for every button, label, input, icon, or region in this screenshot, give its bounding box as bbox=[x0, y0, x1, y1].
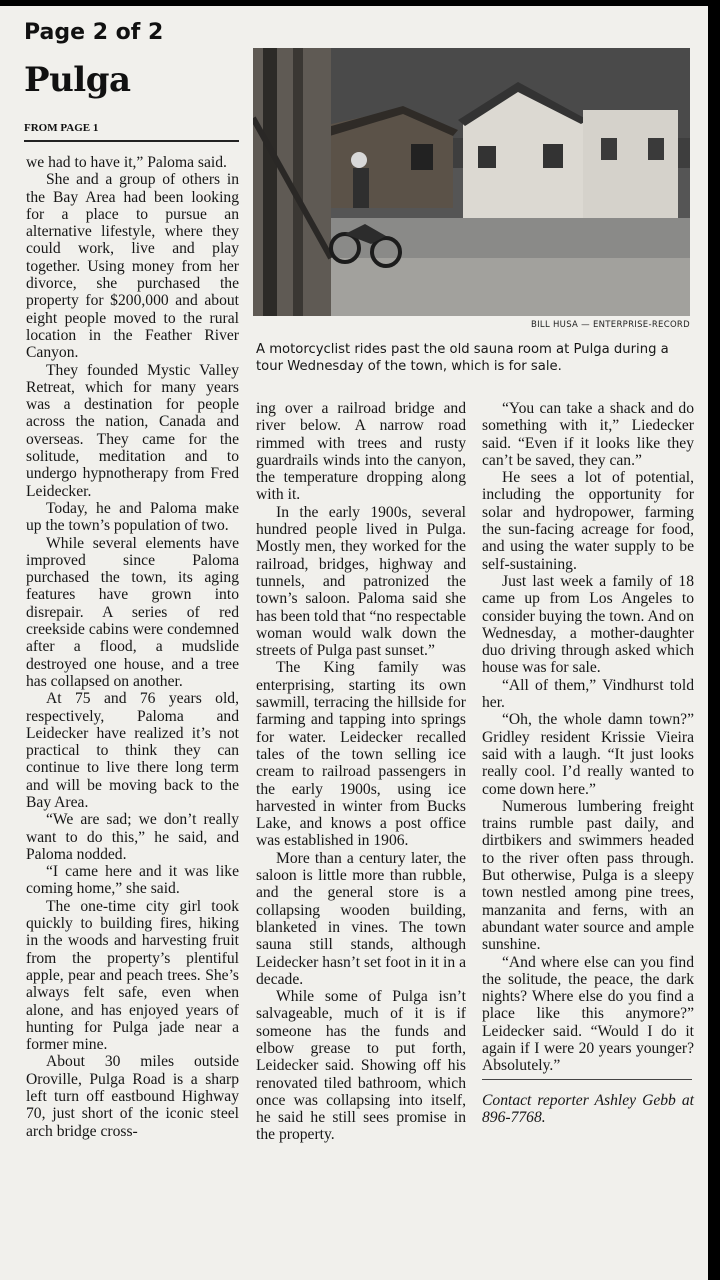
paragraph: “You can take a shack and do something with it,” Liedecker said. “Even if it looks like they can’t be saved, they can.” bbox=[482, 400, 694, 469]
paragraph: About 30 miles outside Oroville, Pulga Road is a sharp left turn off eastbound Highway 70, just short of the iconic steel arch bridge cross- bbox=[26, 1053, 239, 1140]
paragraph: While some of Pulga isn’t salvageable, much of it is if someone has the funds and elbow grease to put forth, Leidecker said. Showing off his renovated tiled bathroom, which once was collapsing into itself, he said he still sees promise in the property. bbox=[256, 988, 466, 1144]
paragraph: In the early 1900s, several hundred people lived in Pulga. Mostly men, they worked for the railroad, bridges, highway and tunnels, and patronized the town’s saloon. Paloma said she has been told that “no respectable woman would walk down the streets of Pulga past sunset.” bbox=[256, 503, 466, 660]
sauna-photo-illustration bbox=[253, 48, 690, 316]
article-column-2 bbox=[256, 400, 466, 1144]
paragraph: At 75 and 76 years old, respectively, Paloma and Leidecker have realized it’s not practical to think they can continue to live there long term and will be moving back to the Bay Area. bbox=[26, 690, 239, 811]
paragraph: While several elements have improved since Paloma purchased the town, its aging features have grown into disrepair. A series of red creekside cabins were condemned after a flood, a mudslide destroyed one house, and a tree has collapsed on another. bbox=[26, 534, 239, 690]
paragraph: The one-time city girl took quickly to building fires, hiking in the woods and harvesting fruit from the property’s plentiful apple, pear and peach trees. She’s always felt safe, even when alone, and has enjoyed years of hunting for Pulga jade near a former mine. bbox=[26, 897, 239, 1054]
divider bbox=[24, 140, 239, 142]
paragraph: Today, he and Paloma make up the town’s population of two. bbox=[26, 499, 239, 535]
paragraph: Just last week a family of 18 came up from Los Angeles to consider buying the town. And on Wednesday, a mother-daughter duo driving through asked which house was for sale. bbox=[482, 572, 694, 677]
paragraph: ing over a railroad bridge and river below. A narrow road rimmed with trees and rusty guardrails winds into the canyon, the temperature dropping along with it. bbox=[256, 400, 466, 504]
divider bbox=[482, 1079, 692, 1080]
paragraph: She and a group of others in the Bay Area had been looking for a place to pursue an alternative lifestyle, where they could work, live and play together. Using money from her divorce, she purchased the property for $200,000 and about eight people moved to the rural location in the Feather River Canyon. bbox=[26, 171, 239, 362]
paragraph: More than a century later, the saloon is little more than rubble, and the general store is a collapsing wooden building, blanketed in vines. The town sauna still stands, although Leidecker hasn’t set foot in it in a decade. bbox=[256, 849, 466, 988]
newspaper-page bbox=[0, 6, 708, 1280]
from-page-label: FROM PAGE 1 bbox=[24, 122, 99, 134]
paragraph: “And where else can you find the solitude, the peace, the dark nights? Where else do you find a place like this anymore?” Leidecker said. “Would I do it again if I were 20 years younger? Absolutely.” bbox=[482, 953, 694, 1075]
paragraph: They founded Mystic Valley Retreat, which for many years was a destination for people across the nation, Canada and overseas. They came for the solitude, meditation and to undergo hypnotherapy from Fred Leidecker. bbox=[26, 361, 239, 500]
headline: Pulga bbox=[24, 60, 131, 100]
paragraph: He sees a lot of potential, including the opportunity for solar and hydropower, farming the sun-facing acreage for food, and using the water supply to be self-sustaining. bbox=[482, 469, 694, 573]
page-label: Page 2 of 2 bbox=[24, 20, 164, 45]
photo-caption: A motorcyclist rides past the old sauna room at Pulga during a tour Wednesday of the town, which is for sale. bbox=[256, 342, 669, 374]
paragraph: “Oh, the whole damn town?” Gridley resident Krissie Vieira said with a laugh. “It just looks really cool. I’d really wanted to come down here.” bbox=[482, 711, 694, 798]
photo-credit: BILL HUSA — ENTERPRISE-RECORD bbox=[530, 320, 690, 330]
paragraph: Numerous lumbering freight trains rumble past daily, and dirtbikers and swimmers headed to the river often pass through. But otherwise, Pulga is a sleepy town nestled among pine trees, manzanita and ferns, with an abundant water source and ample sunshine. bbox=[482, 797, 694, 954]
article-column-3 bbox=[482, 400, 694, 1126]
paragraph: “I came here and it was like coming home,” she said. bbox=[26, 863, 239, 898]
article-photo bbox=[253, 48, 690, 316]
paragraph: we had to have it,” Paloma said. bbox=[26, 154, 227, 171]
paragraph: “All of them,” Vindhurst told her. bbox=[482, 676, 694, 712]
paragraph: The King family was enterprising, starting its own sawmill, terracing the hillside for farming and tapping into springs for water. Leidecker recalled tales of the town selling ice cream to railroad passengers in the early 1900s, using ice harvested in winter from Bucks Lake, and knows a post office was established in 1906. bbox=[256, 659, 466, 850]
article-column-1 bbox=[26, 154, 239, 1140]
paragraph: “We are sad; we don’t really want to do this,” he said, and Paloma nodded. bbox=[26, 811, 239, 863]
reporter-contact: Contact reporter Ashley Gebb at 896-7768. bbox=[482, 1091, 694, 1126]
